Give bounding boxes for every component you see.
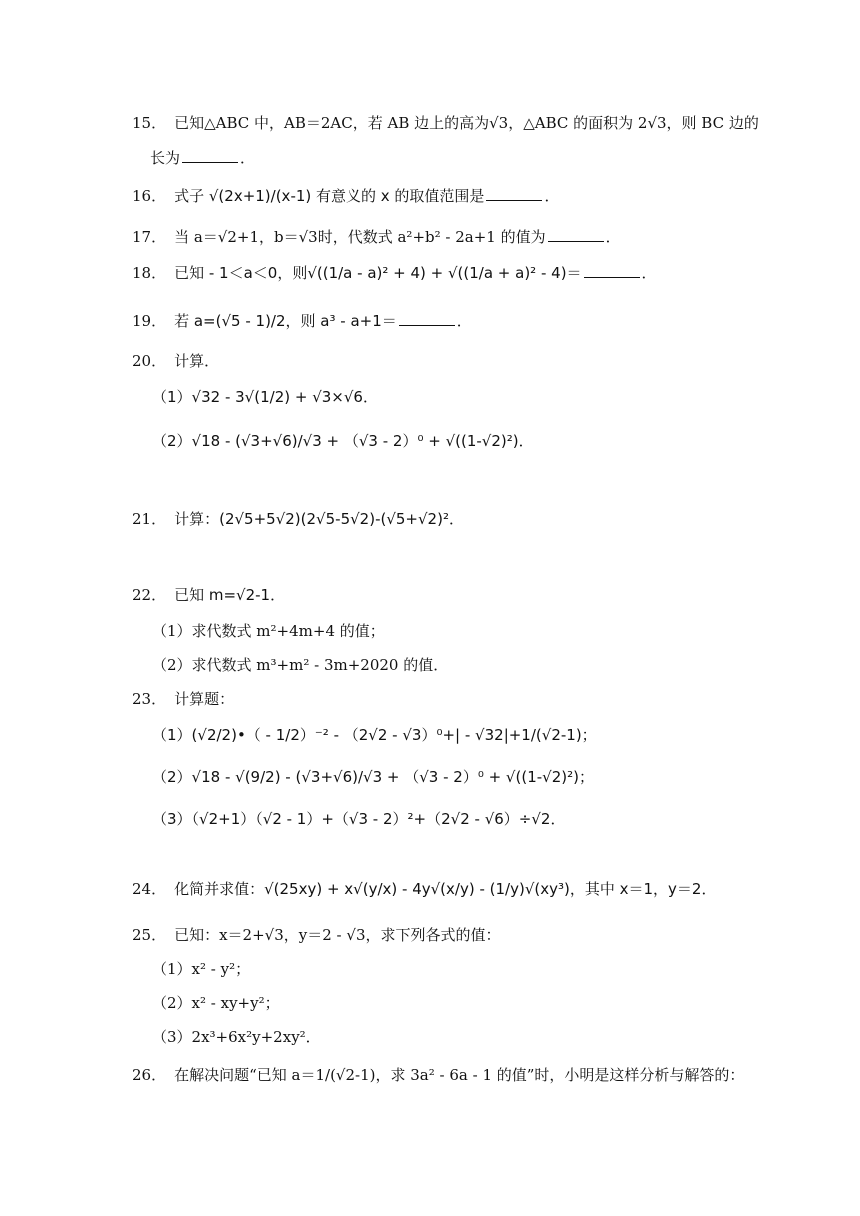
question-text: 化简并求值：√(25xy) + x√(y/x) - 4y√(x/y) - (1/y)√(xy³)，其中 x＝1，y＝2．: [174, 880, 717, 898]
question-25-part-2: （2）x² - xy+y²；: [152, 994, 280, 1012]
question-20-part-1: （1）√32 - 3√(1/2) + √3×√6．: [152, 388, 378, 406]
question-text: 计算题：: [174, 690, 235, 708]
question-22-part-2: （2）求代数式 m³+m² - 3m+2020 的值．: [152, 656, 449, 674]
question-text: 已知△ABC 中，AB＝2AC，若 AB 边上的高为√3，△ABC 的面积为 2√3，则 BC 边的: [174, 114, 759, 132]
answer-blank[interactable]: [584, 263, 640, 278]
answer-blank[interactable]: [182, 148, 238, 163]
question-text: 若 a=(√5 - 1)/2，则 a³ - a+1＝: [174, 312, 397, 330]
question-text: 在解决问题“已知 a＝1/(√2-1)，求 3a² - 6a - 1 的值”时，小明是这样分析与解答的：: [174, 1066, 745, 1084]
question-22-part-1: （1）求代数式 m²+4m+4 的值；: [152, 622, 385, 640]
question-number: 25．: [132, 926, 167, 944]
question-16: 16． 式子 √(2x+1)/(x-1) 有意义的 x 的取值范围是 ．: [132, 187, 560, 205]
question-text: 计算．: [174, 352, 220, 370]
question-text: 式子 √(2x+1)/(x-1) 有意义的 x 的取值范围是: [174, 187, 485, 205]
question-text: 已知 - 1＜a＜0，则√((1/a - a)² + 4) + √((1/a + a)² - 4)＝: [174, 264, 582, 282]
question-text: 已知 m=√2-1．: [174, 586, 286, 604]
question-number: 15．: [132, 114, 167, 132]
question-number: 21．: [132, 510, 167, 528]
question-number: 23．: [132, 690, 167, 708]
question-number: 17．: [132, 228, 167, 246]
question-20: [132, 350, 219, 372]
question-20-part-2: （2）√18 - (√3+√6)/√3 + （√3 - 2）⁰ + √((1-√2)²)．: [152, 432, 534, 450]
question-19: 19． 若 a=(√5 - 1)/2，则 a³ - a+1＝ ．: [132, 312, 472, 330]
question-text: 计算：(2√5+5√2)(2√5-5√2)-(√5+√2)²．: [174, 510, 464, 528]
question-17: 17． 当 a＝√2+1，b＝√3时，代数式 a²+b² - 2a+1 的值为 ．: [132, 228, 621, 246]
question-number: 20．: [132, 352, 167, 370]
question-25: [132, 924, 501, 946]
question-23-part-2: （2）√18 - √(9/2) - (√3+√6)/√3 + （√3 - 2）⁰ + √((1-√2)²)；: [152, 768, 594, 786]
question-number: 26．: [132, 1066, 167, 1084]
question-15: [132, 112, 759, 134]
question-18: 18． 已知 - 1＜a＜0，则√((1/a - a)² + 4) + √((1/a + a)² - 4)＝ ．: [132, 264, 657, 282]
question-number: 22．: [132, 586, 167, 604]
question-text: 当 a＝√2+1，b＝√3时，代数式 a²+b² - 2a+1 的值为: [174, 228, 546, 246]
answer-blank[interactable]: [548, 227, 604, 242]
question-21: [132, 508, 464, 530]
question-number: 19．: [132, 312, 167, 330]
question-number: 16．: [132, 187, 167, 205]
question-23: [132, 688, 234, 710]
answer-blank[interactable]: [399, 311, 455, 326]
question-number: 18．: [132, 264, 167, 282]
question-23-part-3: （3）（√2+1）（√2 - 1）+（√3 - 2）²+（2√2 - √6）÷√2．: [152, 810, 566, 828]
question-15-continuation: 长为 ．: [150, 149, 256, 167]
question-25-part-3: （3）2x³+6x²y+2xy²．: [152, 1028, 321, 1046]
question-25-part-1: （1）x² - y²；: [152, 960, 251, 978]
question-22: [132, 584, 285, 606]
question-23-part-1: （1）(√2/2)•（ - 1/2）⁻² - （2√2 - √3）⁰+| - √32|+1/(√2-1)；: [152, 726, 597, 744]
question-number: 24．: [132, 880, 167, 898]
question-24: [132, 878, 716, 900]
question-text: 已知：x＝2+√3，y＝2 - √3，求下列各式的值：: [174, 926, 501, 944]
answer-blank[interactable]: [486, 186, 542, 201]
question-26: [132, 1064, 744, 1086]
